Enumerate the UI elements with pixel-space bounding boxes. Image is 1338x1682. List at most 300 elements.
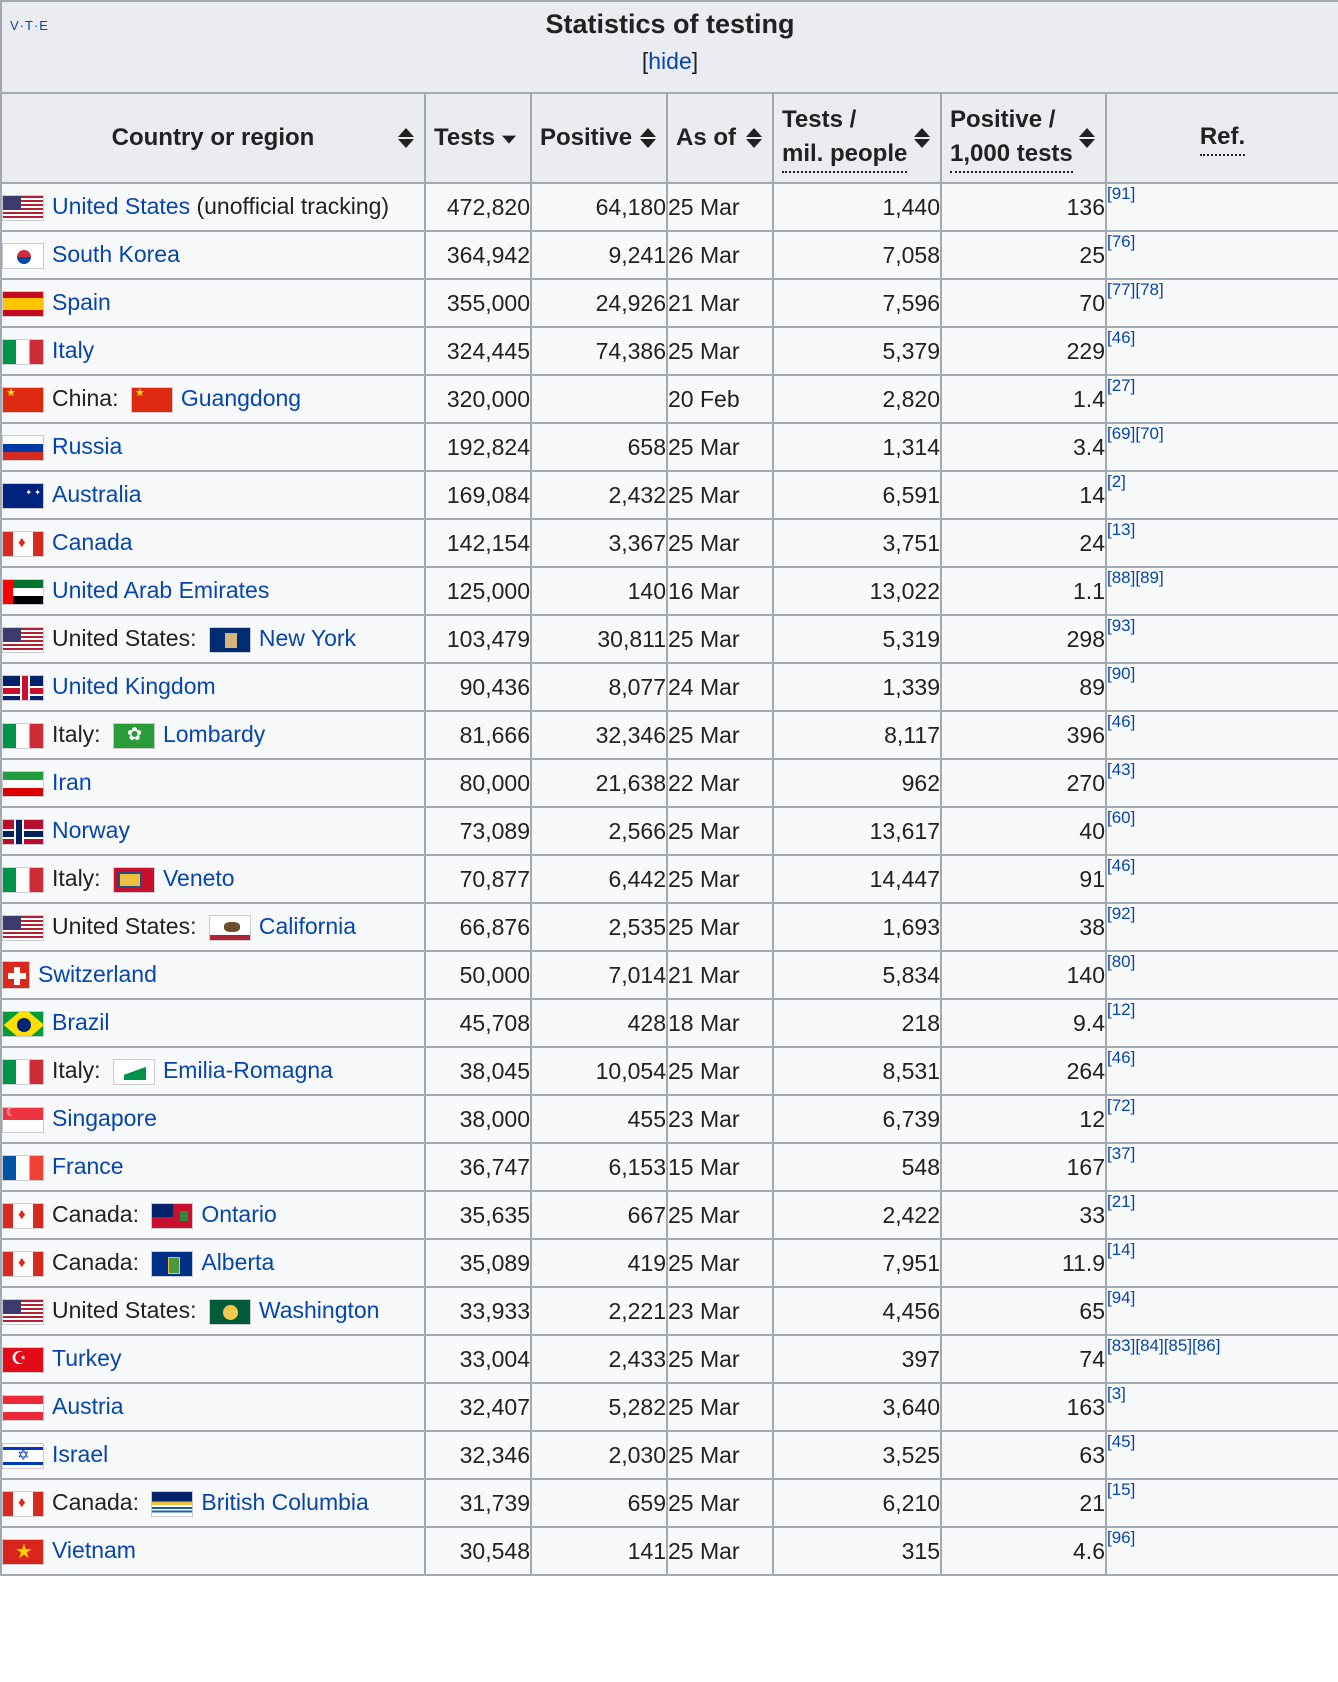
column-header-tests-per-million[interactable]: Tests / mil. people bbox=[773, 93, 941, 183]
country-link[interactable]: Spain bbox=[52, 289, 111, 316]
positive-cell: 74,386 bbox=[531, 327, 667, 375]
country-cell bbox=[1, 1527, 425, 1575]
country-link[interactable]: Iran bbox=[52, 769, 92, 796]
reference-link[interactable]: [21] bbox=[1107, 1192, 1136, 1211]
column-header-as-of[interactable]: As of bbox=[667, 93, 773, 183]
positive-cell: 21,638 bbox=[531, 759, 667, 807]
column-header-positive[interactable]: Positive bbox=[531, 93, 667, 183]
reference-link[interactable]: [46] bbox=[1107, 856, 1136, 875]
reference-link[interactable]: [88][89] bbox=[1107, 568, 1164, 587]
country-link[interactable]: British Columbia bbox=[201, 1489, 369, 1516]
tests-cell: 355,000 bbox=[425, 279, 531, 327]
sort-icon[interactable] bbox=[640, 126, 656, 150]
table-row bbox=[1, 567, 1338, 615]
reference-link[interactable]: [90] bbox=[1107, 664, 1136, 683]
positive-cell: 8,077 bbox=[531, 663, 667, 711]
ontario-flag-icon bbox=[151, 1203, 193, 1229]
ref-cell bbox=[1106, 471, 1338, 519]
country-cell bbox=[1, 1335, 425, 1383]
country-link[interactable]: South Korea bbox=[52, 241, 180, 268]
table-row bbox=[1, 615, 1338, 663]
tests-per-million-cell: 5,319 bbox=[773, 615, 941, 663]
positive-cell: 6,442 bbox=[531, 855, 667, 903]
positive-per-thousand-cell: 12 bbox=[941, 1095, 1106, 1143]
country-cell bbox=[1, 663, 425, 711]
table-row bbox=[1, 999, 1338, 1047]
as-of-cell: 26 Mar bbox=[667, 231, 773, 279]
country-cell bbox=[1, 231, 425, 279]
country-prefix: Italy: bbox=[52, 721, 107, 748]
country-cell bbox=[1, 999, 425, 1047]
country-link[interactable]: Israel bbox=[52, 1441, 109, 1468]
table-title: Statistics of testing bbox=[545, 9, 795, 39]
as-of-cell: 25 Mar bbox=[667, 1047, 773, 1095]
reference-link[interactable]: [14] bbox=[1107, 1240, 1136, 1259]
table-row bbox=[1, 1143, 1338, 1191]
positive-cell: 455 bbox=[531, 1095, 667, 1143]
tests-cell: 32,407 bbox=[425, 1383, 531, 1431]
spain-flag-icon bbox=[2, 291, 44, 317]
positive-per-thousand-cell: 65 bbox=[941, 1287, 1106, 1335]
ref-cell bbox=[1106, 1287, 1338, 1335]
ref-cell bbox=[1106, 1191, 1338, 1239]
as-of-cell: 25 Mar bbox=[667, 1383, 773, 1431]
table-row bbox=[1, 1095, 1338, 1143]
reference-link[interactable]: [46] bbox=[1107, 712, 1136, 731]
positive-cell: 6,153 bbox=[531, 1143, 667, 1191]
table-row bbox=[1, 663, 1338, 711]
france-flag-icon bbox=[2, 1155, 44, 1181]
country-link[interactable]: Brazil bbox=[52, 1009, 110, 1036]
reference-link[interactable]: [76] bbox=[1107, 232, 1136, 251]
as-of-cell: 25 Mar bbox=[667, 1239, 773, 1287]
table-row bbox=[1, 1287, 1338, 1335]
ref-cell bbox=[1106, 1335, 1338, 1383]
ref-cell bbox=[1106, 1047, 1338, 1095]
reference-link[interactable]: [83][84][85][86] bbox=[1107, 1336, 1221, 1355]
positive-per-thousand-cell: 4.6 bbox=[941, 1527, 1106, 1575]
ref-cell bbox=[1106, 1095, 1338, 1143]
as-of-cell: 25 Mar bbox=[667, 183, 773, 231]
country-link[interactable]: Veneto bbox=[162, 865, 235, 892]
positive-cell: 2,566 bbox=[531, 807, 667, 855]
vietnam-flag-icon bbox=[2, 1539, 44, 1565]
reference-link[interactable]: [2] bbox=[1107, 472, 1126, 491]
country-link[interactable]: Guangdong bbox=[180, 385, 302, 412]
country-cell bbox=[1, 1239, 425, 1287]
table-row bbox=[1, 423, 1338, 471]
country-link[interactable]: Australia bbox=[52, 481, 142, 508]
canada-flag-icon bbox=[2, 1203, 44, 1229]
positive-cell: 9,241 bbox=[531, 231, 667, 279]
us-flag-icon bbox=[2, 627, 44, 653]
country-link[interactable]: Emilia-Romagna bbox=[162, 1057, 333, 1084]
as-of-cell: 25 Mar bbox=[667, 1191, 773, 1239]
sort-icon[interactable] bbox=[746, 126, 762, 150]
reference-link[interactable]: [43] bbox=[1107, 760, 1136, 779]
tests-per-million-cell: 8,531 bbox=[773, 1047, 941, 1095]
ref-cell bbox=[1106, 711, 1338, 759]
country-cell bbox=[1, 711, 425, 759]
table-row bbox=[1, 711, 1338, 759]
positive-per-thousand-cell: 9.4 bbox=[941, 999, 1106, 1047]
positive-cell: 10,054 bbox=[531, 1047, 667, 1095]
switzerland-flag-icon bbox=[2, 961, 30, 989]
reference-link[interactable]: [12] bbox=[1107, 1000, 1136, 1019]
as-of-cell: 25 Mar bbox=[667, 807, 773, 855]
country-cell bbox=[1, 1383, 425, 1431]
country-cell bbox=[1, 1287, 425, 1335]
china-flag-icon bbox=[2, 387, 44, 413]
reference-link[interactable]: [77][78] bbox=[1107, 280, 1164, 299]
country-link[interactable]: United States bbox=[52, 193, 191, 220]
as-of-cell: 22 Mar bbox=[667, 759, 773, 807]
turkey-flag-icon bbox=[2, 1347, 44, 1373]
country-cell bbox=[1, 615, 425, 663]
positive-cell: 419 bbox=[531, 1239, 667, 1287]
tests-per-million-cell: 2,820 bbox=[773, 375, 941, 423]
tests-per-million-cell: 8,117 bbox=[773, 711, 941, 759]
country-link[interactable]: Ontario bbox=[201, 1201, 277, 1228]
tests-per-million-cell: 218 bbox=[773, 999, 941, 1047]
reference-link[interactable]: [94] bbox=[1107, 1288, 1136, 1307]
table-row bbox=[1, 1431, 1338, 1479]
as-of-cell: 25 Mar bbox=[667, 519, 773, 567]
ref-cell bbox=[1106, 903, 1338, 951]
column-header-ref: Ref. bbox=[1106, 93, 1338, 183]
country-cell bbox=[1, 423, 425, 471]
positive-per-thousand-cell: 1.1 bbox=[941, 567, 1106, 615]
veneto-flag-icon bbox=[113, 867, 155, 893]
table-row bbox=[1, 471, 1338, 519]
ref-cell bbox=[1106, 999, 1338, 1047]
positive-cell: 2,221 bbox=[531, 1287, 667, 1335]
country-cell bbox=[1, 327, 425, 375]
as-of-cell: 25 Mar bbox=[667, 471, 773, 519]
table-row bbox=[1, 231, 1338, 279]
as-of-cell: 25 Mar bbox=[667, 855, 773, 903]
ref-cell bbox=[1106, 759, 1338, 807]
tests-per-million-cell: 1,440 bbox=[773, 183, 941, 231]
as-of-cell: 25 Mar bbox=[667, 903, 773, 951]
positive-cell: 5,282 bbox=[531, 1383, 667, 1431]
sort-icon[interactable] bbox=[398, 126, 414, 150]
tests-cell: 142,154 bbox=[425, 519, 531, 567]
reference-link[interactable]: [3] bbox=[1107, 1384, 1126, 1403]
hide-link[interactable]: hide bbox=[648, 48, 692, 74]
ref-cell bbox=[1106, 951, 1338, 999]
as-of-cell: 25 Mar bbox=[667, 711, 773, 759]
tests-per-million-cell: 7,951 bbox=[773, 1239, 941, 1287]
country-cell bbox=[1, 759, 425, 807]
column-header-tests[interactable]: Tests bbox=[425, 93, 531, 183]
reference-link[interactable]: [96] bbox=[1107, 1528, 1136, 1547]
country-link[interactable]: Washington bbox=[258, 1297, 380, 1324]
positive-cell bbox=[531, 375, 667, 423]
country-cell bbox=[1, 1431, 425, 1479]
reference-link[interactable]: [80] bbox=[1107, 952, 1136, 971]
tests-cell: 103,479 bbox=[425, 615, 531, 663]
country-link[interactable]: United Arab Emirates bbox=[52, 577, 270, 604]
canada-flag-icon bbox=[2, 1491, 44, 1517]
positive-cell: 7,014 bbox=[531, 951, 667, 999]
country-prefix: United States: bbox=[52, 625, 203, 652]
table-row bbox=[1, 1383, 1338, 1431]
positive-per-thousand-cell: 1.4 bbox=[941, 375, 1106, 423]
positive-per-thousand-cell: 3.4 bbox=[941, 423, 1106, 471]
country-prefix: Canada: bbox=[52, 1201, 146, 1228]
country-prefix: United States: bbox=[52, 913, 203, 940]
country-prefix: Italy: bbox=[52, 1057, 107, 1084]
table-row bbox=[1, 375, 1338, 423]
tests-cell: 33,933 bbox=[425, 1287, 531, 1335]
country-cell bbox=[1, 183, 425, 231]
table-row bbox=[1, 183, 1338, 231]
tests-per-million-cell: 1,314 bbox=[773, 423, 941, 471]
china-flag-icon bbox=[131, 387, 173, 413]
ref-cell bbox=[1106, 1479, 1338, 1527]
reference-link[interactable]: [45] bbox=[1107, 1432, 1136, 1451]
reference-link[interactable]: [72] bbox=[1107, 1096, 1136, 1115]
sort-descending-icon[interactable] bbox=[502, 136, 516, 144]
positive-per-thousand-cell: 40 bbox=[941, 807, 1106, 855]
column-header-positive-per-thousand[interactable]: Positive / 1,000 tests bbox=[941, 93, 1106, 183]
country-cell bbox=[1, 1479, 425, 1527]
country-link[interactable]: Austria bbox=[52, 1393, 124, 1420]
iran-flag-icon bbox=[2, 771, 44, 797]
positive-per-thousand-cell: 74 bbox=[941, 1335, 1106, 1383]
tests-cell: 35,089 bbox=[425, 1239, 531, 1287]
vte-links[interactable]: V·T·E bbox=[10, 18, 49, 33]
tests-cell: 32,346 bbox=[425, 1431, 531, 1479]
table-row bbox=[1, 903, 1338, 951]
country-prefix: United States: bbox=[52, 1297, 203, 1324]
ref-cell bbox=[1106, 423, 1338, 471]
reference-link[interactable]: [46] bbox=[1107, 328, 1136, 347]
country-link[interactable]: France bbox=[52, 1153, 124, 1180]
tests-per-million-cell: 3,525 bbox=[773, 1431, 941, 1479]
country-link[interactable]: Russia bbox=[52, 433, 123, 460]
tests-cell: 73,089 bbox=[425, 807, 531, 855]
country-cell bbox=[1, 1143, 425, 1191]
country-link[interactable]: Singapore bbox=[52, 1105, 157, 1132]
washington-flag-icon bbox=[209, 1299, 251, 1325]
table-row bbox=[1, 519, 1338, 567]
column-header-country[interactable]: Country or region bbox=[1, 93, 425, 183]
ref-cell bbox=[1106, 1383, 1338, 1431]
as-of-cell: 21 Mar bbox=[667, 951, 773, 999]
tests-per-million-cell: 1,339 bbox=[773, 663, 941, 711]
country-link[interactable]: Turkey bbox=[52, 1345, 122, 1372]
italy-flag-icon bbox=[2, 723, 44, 749]
uk-flag-icon bbox=[2, 675, 44, 701]
positive-cell: 2,535 bbox=[531, 903, 667, 951]
tests-per-million-cell: 3,640 bbox=[773, 1383, 941, 1431]
tests-cell: 472,820 bbox=[425, 183, 531, 231]
tests-cell: 30,548 bbox=[425, 1527, 531, 1575]
tests-cell: 50,000 bbox=[425, 951, 531, 999]
reference-link[interactable]: [93] bbox=[1107, 616, 1136, 635]
positive-cell: 141 bbox=[531, 1527, 667, 1575]
reference-link[interactable]: [13] bbox=[1107, 520, 1136, 539]
positive-per-thousand-cell: 270 bbox=[941, 759, 1106, 807]
tests-cell: 36,747 bbox=[425, 1143, 531, 1191]
country-cell bbox=[1, 807, 425, 855]
positive-per-thousand-cell: 163 bbox=[941, 1383, 1106, 1431]
tests-cell: 38,045 bbox=[425, 1047, 531, 1095]
singapore-flag-icon bbox=[2, 1107, 44, 1133]
positive-per-thousand-cell: 25 bbox=[941, 231, 1106, 279]
italy-flag-icon bbox=[2, 339, 44, 365]
canada-flag-icon bbox=[2, 1251, 44, 1277]
table-title-bar bbox=[1, 1, 1338, 93]
table-row bbox=[1, 1239, 1338, 1287]
country-link[interactable]: United Kingdom bbox=[52, 673, 216, 700]
as-of-cell: 23 Mar bbox=[667, 1287, 773, 1335]
reference-link[interactable]: [60] bbox=[1107, 808, 1136, 827]
south-korea-flag-icon bbox=[2, 243, 44, 269]
country-link[interactable]: Lombardy bbox=[162, 721, 266, 748]
positive-cell: 428 bbox=[531, 999, 667, 1047]
reference-link[interactable]: [37] bbox=[1107, 1144, 1136, 1163]
hide-toggle: [hide] bbox=[641, 48, 699, 74]
positive-per-thousand-cell: 396 bbox=[941, 711, 1106, 759]
positive-cell: 140 bbox=[531, 567, 667, 615]
positive-per-thousand-cell: 229 bbox=[941, 327, 1106, 375]
as-of-cell: 25 Mar bbox=[667, 1527, 773, 1575]
sort-icon[interactable] bbox=[914, 126, 930, 150]
country-cell bbox=[1, 951, 425, 999]
tests-per-million-cell: 13,617 bbox=[773, 807, 941, 855]
reference-link[interactable]: [15] bbox=[1107, 1480, 1136, 1499]
positive-per-thousand-cell: 140 bbox=[941, 951, 1106, 999]
ref-cell bbox=[1106, 375, 1338, 423]
country-link[interactable]: Alberta bbox=[201, 1249, 275, 1276]
positive-cell: 32,346 bbox=[531, 711, 667, 759]
tests-per-million-cell: 397 bbox=[773, 1335, 941, 1383]
tests-per-million-cell: 962 bbox=[773, 759, 941, 807]
reference-link[interactable]: [91] bbox=[1107, 184, 1136, 203]
table-row bbox=[1, 807, 1338, 855]
positive-cell: 2,030 bbox=[531, 1431, 667, 1479]
sort-icon[interactable] bbox=[1079, 126, 1095, 150]
italy-flag-icon bbox=[2, 1059, 44, 1085]
uae-flag-icon bbox=[2, 579, 44, 605]
tests-per-million-cell: 3,751 bbox=[773, 519, 941, 567]
positive-per-thousand-cell: 21 bbox=[941, 1479, 1106, 1527]
table-row bbox=[1, 951, 1338, 999]
ref-cell bbox=[1106, 279, 1338, 327]
country-link[interactable]: New York bbox=[258, 625, 357, 652]
tests-per-million-cell: 1,693 bbox=[773, 903, 941, 951]
tests-cell: 81,666 bbox=[425, 711, 531, 759]
as-of-cell: 25 Mar bbox=[667, 423, 773, 471]
country-prefix: Canada: bbox=[52, 1489, 146, 1516]
positive-per-thousand-cell: 167 bbox=[941, 1143, 1106, 1191]
positive-per-thousand-cell: 264 bbox=[941, 1047, 1106, 1095]
as-of-cell: 25 Mar bbox=[667, 1431, 773, 1479]
positive-per-thousand-cell: 14 bbox=[941, 471, 1106, 519]
country-link[interactable]: Vietnam bbox=[52, 1537, 136, 1564]
country-cell bbox=[1, 567, 425, 615]
positive-cell: 2,432 bbox=[531, 471, 667, 519]
tests-cell: 320,000 bbox=[425, 375, 531, 423]
as-of-cell: 25 Mar bbox=[667, 1479, 773, 1527]
table-row bbox=[1, 1191, 1338, 1239]
emilia-romagna-flag-icon bbox=[113, 1059, 155, 1085]
tests-cell: 90,436 bbox=[425, 663, 531, 711]
table-row bbox=[1, 1335, 1338, 1383]
as-of-cell: 21 Mar bbox=[667, 279, 773, 327]
as-of-cell: 18 Mar bbox=[667, 999, 773, 1047]
reference-link[interactable]: [69][70] bbox=[1107, 424, 1164, 443]
positive-cell: 659 bbox=[531, 1479, 667, 1527]
positive-cell: 24,926 bbox=[531, 279, 667, 327]
tests-per-million-cell: 7,058 bbox=[773, 231, 941, 279]
positive-per-thousand-cell: 70 bbox=[941, 279, 1106, 327]
ref-cell bbox=[1106, 1143, 1338, 1191]
israel-flag-icon bbox=[2, 1443, 44, 1469]
positive-cell: 667 bbox=[531, 1191, 667, 1239]
positive-cell: 64,180 bbox=[531, 183, 667, 231]
positive-per-thousand-cell: 33 bbox=[941, 1191, 1106, 1239]
tests-cell: 70,877 bbox=[425, 855, 531, 903]
italy-flag-icon bbox=[2, 867, 44, 893]
positive-per-thousand-cell: 136 bbox=[941, 183, 1106, 231]
tests-cell: 169,084 bbox=[425, 471, 531, 519]
as-of-cell: 16 Mar bbox=[667, 567, 773, 615]
country-cell bbox=[1, 1095, 425, 1143]
country-prefix: Italy: bbox=[52, 865, 107, 892]
positive-per-thousand-cell: 91 bbox=[941, 855, 1106, 903]
country-cell bbox=[1, 1191, 425, 1239]
country-link[interactable]: Canada bbox=[52, 529, 133, 556]
reference-link[interactable]: [27] bbox=[1107, 376, 1136, 395]
table-row bbox=[1, 327, 1338, 375]
new-york-flag-icon bbox=[209, 627, 251, 653]
british-columbia-flag-icon bbox=[151, 1491, 193, 1517]
as-of-cell: 25 Mar bbox=[667, 327, 773, 375]
tests-cell: 324,445 bbox=[425, 327, 531, 375]
country-link[interactable]: Switzerland bbox=[38, 960, 157, 987]
tests-per-million-cell: 5,834 bbox=[773, 951, 941, 999]
table-row bbox=[1, 1479, 1338, 1527]
reference-link[interactable]: [92] bbox=[1107, 904, 1136, 923]
tests-cell: 35,635 bbox=[425, 1191, 531, 1239]
country-cell bbox=[1, 903, 425, 951]
positive-cell: 2,433 bbox=[531, 1335, 667, 1383]
country-prefix: China: bbox=[52, 385, 125, 412]
ref-cell bbox=[1106, 855, 1338, 903]
tests-cell: 38,000 bbox=[425, 1095, 531, 1143]
as-of-cell: 25 Mar bbox=[667, 1335, 773, 1383]
country-cell bbox=[1, 279, 425, 327]
as-of-cell: 23 Mar bbox=[667, 1095, 773, 1143]
country-link[interactable]: California bbox=[258, 913, 357, 940]
country-link[interactable]: Norway bbox=[52, 817, 130, 844]
tests-per-million-cell: 7,596 bbox=[773, 279, 941, 327]
country-link[interactable]: Italy bbox=[52, 337, 95, 364]
positive-per-thousand-cell: 24 bbox=[941, 519, 1106, 567]
table-row bbox=[1, 279, 1338, 327]
country-note: (unofficial tracking) bbox=[190, 193, 390, 220]
reference-link[interactable]: [46] bbox=[1107, 1048, 1136, 1067]
tests-per-million-cell: 5,379 bbox=[773, 327, 941, 375]
positive-per-thousand-cell: 11.9 bbox=[941, 1239, 1106, 1287]
ref-cell bbox=[1106, 1239, 1338, 1287]
tests-cell: 33,004 bbox=[425, 1335, 531, 1383]
positive-cell: 658 bbox=[531, 423, 667, 471]
